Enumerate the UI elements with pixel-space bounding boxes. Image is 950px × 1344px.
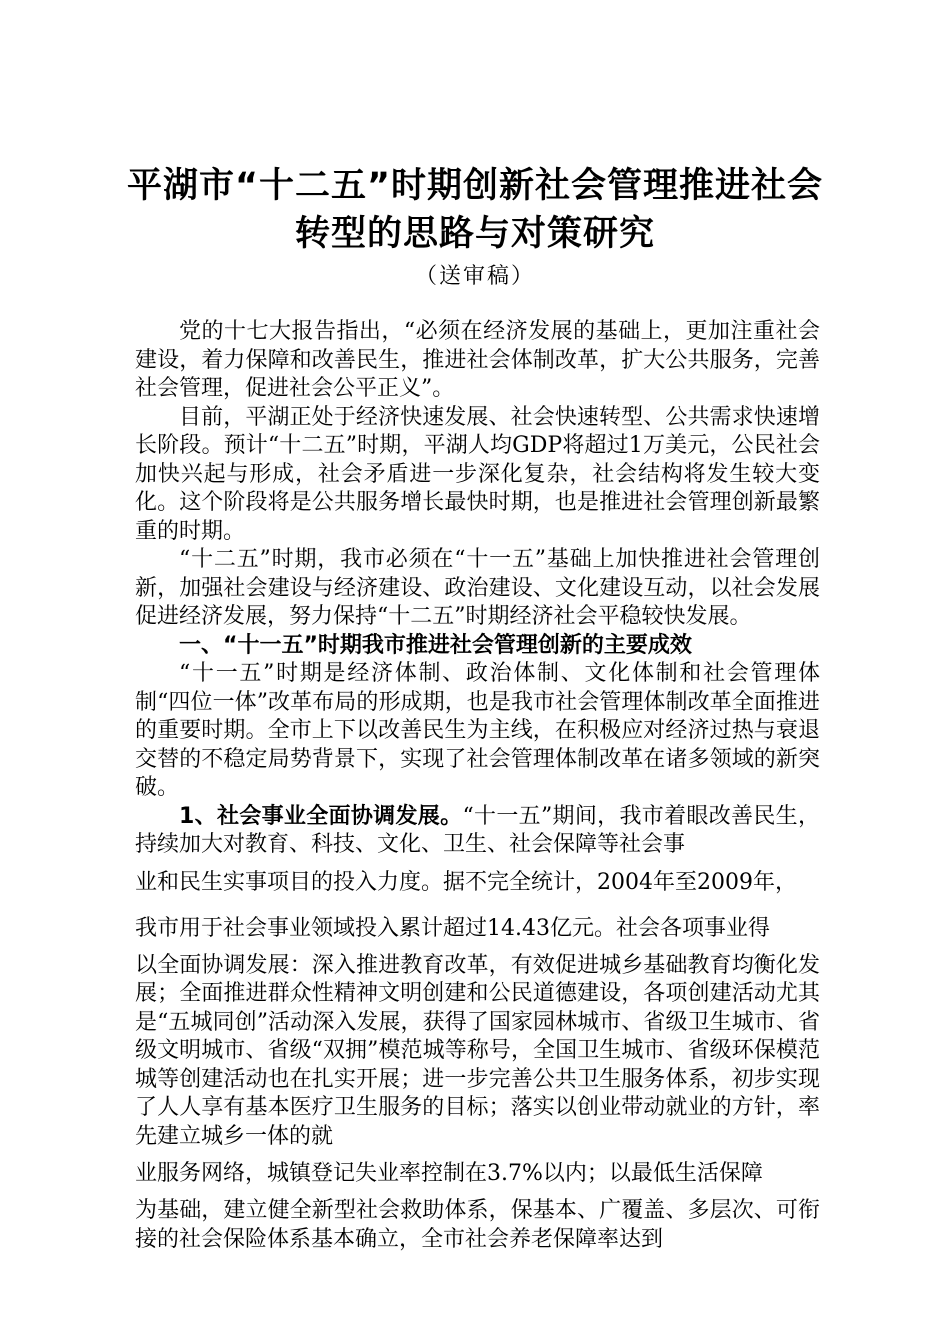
paragraph-5-text-f: 为基础，建立健全新型社会救助体系，保基本、广覆盖、多层次、可衔接的社会保险体系基本确立，全市社会养老保障率达到	[135, 1198, 820, 1252]
document-title-line-1: 平湖市“十二五”时期创新社会管理推进社会	[126, 166, 823, 206]
document-title-line-2: 转型的思路与对策研究	[294, 214, 655, 254]
paragraph-3: “十二五”时期，我市必须在“十一五”基础上加快推进社会管理创新，加强社会建设与经济建设、政治建设、文化建设互动，以社会发展促进经济发展，努力保持“十二五”时期经济社会平稳较快发展。	[135, 547, 820, 629]
paragraph-5-line-b: 业和民生实事项目的投入力度。据不完全统计，2004年至2009年，	[135, 869, 797, 895]
document-subtitle: （送审稿）	[414, 264, 535, 289]
paragraph-5-text-a: “十一五”期间，我市着眼改善民生，持续加大对教育、科技、文化、卫生、社会保障等社会事	[135, 803, 821, 857]
paragraph-4: “十一五”时期是经济体制、政治体制、文化体制和社会管理体制“四位一体”改革布局的形成期，也是我市社会管理体制改革全面推进的重要时期。全市上下以改善民生为主线，在积极应对经济过热与衰退交替的不稳定局势背景下，实现了社会管理体制改革在诸多领域的新突破。	[135, 661, 820, 800]
document-body	[135, 318, 820, 1254]
paragraph-5	[135, 803, 820, 860]
paragraph-5-text-d: 以全面协调发展：深入推进教育改革，有效促进城乡基础教育均衡化发展；全面推进群众性精神文明创建和公民道德建设，各项创建活动尤其是“五城同创”活动深入发展，获得了国家园林城市、省级卫生城市、省级文明城市、省级“双拥”模范城等称号，全国卫生城市、省级环保模范城等创建活动也在扎实开展；进一步完善公共卫生服务体系，初步实现了人人享有基本医疗卫生服务的目标；落实以创业带动就业的方针，率先建立城乡一体的就	[135, 952, 820, 1149]
paragraph-5-lead: 1、社会事业全面协调发展。	[179, 803, 463, 829]
section-heading-1: 一、“十一五”时期我市推进社会管理创新的主要成效	[179, 632, 692, 658]
paragraph-1: 党的十七大报告指出，“必须在经济发展的基础上，更加注重社会建设，着力保障和改善民生，推进社会体制改革，扩大公共服务，完善社会管理，促进社会公平正义”。	[135, 319, 820, 401]
paragraph-2: 目前，平湖正处于经济快速发展、社会快速转型、公共需求快速增长阶段。预计“十二五”时期，平湖人均GDP将超过1万美元，公民社会加快兴起与形成，社会矛盾进一步深化复杂，社会结构将发生较大变化。这个阶段将是公共服务增长最快时期，也是推进社会管理创新最繁重的时期。	[135, 404, 820, 544]
paragraph-5-line-c: 我市用于社会事业领域投入累计超过14.43亿元。社会各项事业得	[135, 915, 770, 941]
paragraph-5-line-e: 业服务网络，城镇登记失业率控制在3.7%以内；以最低生活保障	[135, 1161, 763, 1186]
